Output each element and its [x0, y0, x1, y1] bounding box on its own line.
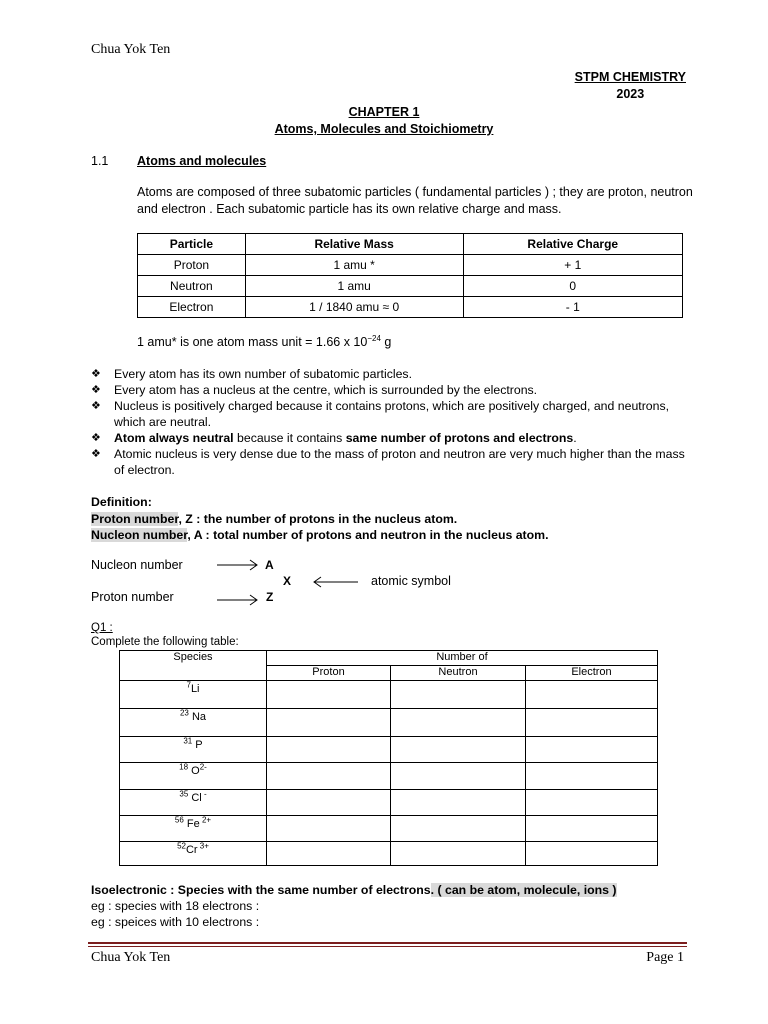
amu-note [137, 335, 391, 349]
mass-number: 7 [186, 680, 191, 690]
nucleon-number-definition [91, 527, 549, 544]
section-number: 1.1 [91, 154, 109, 168]
example-10-electrons: eg : speices with 10 electrons : [91, 915, 260, 929]
mass-number: 23 [179, 708, 189, 718]
bullet-text: Every atom has its own number of subatomic particles. [114, 367, 412, 381]
atomic-symbol-label: atomic symbol [371, 574, 451, 588]
diamond-bullet-icon: ❖ [91, 448, 101, 460]
bullet-text: Nucleus is positively charged because it contains protons, which are positively charged, and neutrons, which are neutral. [114, 399, 670, 429]
proton-answer-cell[interactable] [267, 737, 391, 763]
ion-charge: 2+ [199, 815, 212, 825]
q1-instruction: Complete the following table: [91, 636, 239, 648]
table-header: Particle [138, 234, 246, 255]
mass-number: 31 [183, 736, 193, 746]
neutron-answer-cell[interactable] [391, 842, 526, 866]
species-table [119, 650, 658, 866]
species-cell [120, 681, 267, 709]
proton-number-text: , Z : the number of protons in the nucleus atom. [178, 511, 458, 526]
table-header: Relative Mass [245, 234, 463, 255]
table-row [138, 255, 683, 276]
proton-answer-cell[interactable] [267, 681, 391, 709]
table-cell: - 1 [463, 297, 682, 318]
chapter-label: CHAPTER 1 [348, 105, 420, 119]
diamond-bullet-icon: ❖ [91, 432, 101, 444]
amu-unit: g [380, 335, 392, 349]
neutron-answer-cell[interactable] [391, 816, 526, 842]
species-cell [120, 737, 267, 763]
neutron-answer-cell[interactable] [391, 737, 526, 763]
definition-block [91, 494, 549, 544]
electron-answer-cell[interactable] [526, 842, 658, 866]
element-symbol: P [192, 739, 203, 751]
proton-answer-cell[interactable] [267, 842, 391, 866]
table-cell: Electron [138, 297, 246, 318]
table-row [120, 790, 658, 816]
table-row [120, 842, 658, 866]
proton-answer-cell[interactable] [267, 709, 391, 737]
neutron-answer-cell[interactable] [391, 709, 526, 737]
neutron-answer-cell[interactable] [391, 763, 526, 790]
electron-answer-cell[interactable] [526, 709, 658, 737]
neutron-answer-cell[interactable] [391, 681, 526, 709]
example-18-electrons: eg : species with 18 electrons : [91, 899, 260, 913]
proton-arrow-icon [215, 593, 261, 607]
page-number: Page 1 [646, 950, 684, 965]
section-heading [91, 154, 266, 168]
table-cell: 1 amu [245, 276, 463, 297]
footer-author: Chua Yok Ten [91, 950, 171, 965]
element-symbol: Li [190, 683, 200, 695]
species-header: Species [120, 651, 267, 681]
section-title: Atoms and molecules [137, 154, 267, 168]
table-header-row [120, 651, 658, 666]
electron-answer-cell[interactable] [526, 681, 658, 709]
diamond-bullet-icon: ❖ [91, 384, 101, 396]
table-row [120, 763, 658, 790]
table-row [138, 297, 683, 318]
nucleon-number-label: Nucleon number [91, 558, 183, 572]
electron-answer-cell[interactable] [526, 737, 658, 763]
element-symbol: O [188, 765, 200, 777]
table-cell: 1 / 1840 amu ≈ 0 [245, 297, 463, 318]
species-cell [120, 709, 267, 737]
nucleon-arrow-icon [215, 558, 261, 572]
electron-header: Electron [526, 666, 658, 681]
proton-number-term: Proton number [91, 511, 179, 526]
bullet-list [91, 366, 691, 478]
proton-header: Proton [267, 666, 391, 681]
list-item [91, 398, 691, 430]
element-symbol: Fe [183, 818, 200, 830]
isoelectronic-term: Isoelectronic : Species with the same number of electrons [91, 883, 431, 897]
diamond-bullet-icon: ❖ [91, 400, 101, 412]
bullet-bold-text: Atom always neutral [114, 431, 234, 445]
ion-charge: 2- [199, 762, 207, 772]
proton-number-label: Proton number [91, 590, 174, 604]
neutron-header: Neutron [391, 666, 526, 681]
table-cell: Neutron [138, 276, 246, 297]
ion-charge: 3+ [197, 841, 209, 851]
bullet-text: Every atom has a nucleus at the centre, which is surrounded by the electrons. [114, 383, 538, 397]
table-cell: 1 amu * [245, 255, 463, 276]
q1-label: Q1 : [91, 622, 113, 634]
species-cell [120, 842, 267, 866]
particle-table [137, 233, 683, 318]
mass-number: 35 [179, 789, 189, 799]
bullet-text: . [573, 431, 577, 445]
amu-exponent: −24 [367, 333, 381, 343]
bullet-text: because it contains [233, 431, 346, 445]
definition-title: Definition: [91, 495, 152, 509]
table-row [120, 816, 658, 842]
header-author: Chua Yok Ten [91, 42, 171, 57]
bullet-text: Atomic nucleus is very dense due to the mass of proton and neutron are very much higher than the mass of electron. [114, 447, 685, 477]
table-row [138, 276, 683, 297]
symbol-a: A [265, 558, 274, 572]
nucleon-number-text: , A : total number of protons and neutron in the nucleus atom. [187, 528, 549, 542]
course-block [575, 69, 686, 103]
symbol-x: X [283, 574, 292, 588]
symbol-z: Z [266, 590, 274, 604]
isoelectronic-block [91, 882, 617, 930]
nucleon-number-term: Nucleon number [91, 528, 188, 542]
footer-rule [88, 942, 687, 944]
course-name: STPM CHEMISTRY [574, 70, 686, 84]
table-cell: 0 [463, 276, 682, 297]
chapter-title: Atoms, Molecules and Stoichiometry [274, 122, 494, 136]
electron-answer-cell[interactable] [526, 816, 658, 842]
course-year: 2023 [616, 87, 645, 101]
number-of-header: Number of [267, 651, 658, 666]
list-item [91, 430, 691, 446]
bullet-bold-text: same number of protons and electrons [345, 431, 574, 445]
element-symbol: Cl [188, 792, 202, 804]
table-row [120, 737, 658, 763]
list-item [91, 382, 691, 398]
mass-number: 56 [174, 815, 184, 825]
ion-charge: - [201, 789, 207, 799]
electron-answer-cell[interactable] [526, 790, 658, 816]
chapter-heading [0, 104, 768, 138]
isoelectronic-note: . ( can be atom, molecule, ions ) [430, 883, 617, 897]
species-cell [120, 816, 267, 842]
amu-text: 1 amu* is one atom mass unit = 1.66 x 10 [137, 335, 368, 349]
table-header: Relative Charge [463, 234, 682, 255]
species-cell [120, 763, 267, 790]
diamond-bullet-icon: ❖ [91, 368, 101, 380]
electron-answer-cell[interactable] [526, 763, 658, 790]
neutron-answer-cell[interactable] [391, 790, 526, 816]
proton-number-definition [91, 511, 549, 528]
species-cell [120, 790, 267, 816]
table-row [120, 709, 658, 737]
table-row [120, 681, 658, 709]
element-symbol: Cr [185, 844, 198, 856]
proton-answer-cell[interactable] [267, 790, 391, 816]
table-header-row [138, 234, 683, 255]
question-1 [91, 621, 239, 649]
footer-rule-thin [88, 946, 687, 947]
intro-paragraph: Atoms are composed of three subatomic particles ( fundamental particles ) ; they are proton, neutron and electron . Each subatomic particle has its own relative charge and mass. [137, 185, 693, 216]
element-symbol: Na [188, 711, 207, 723]
table-cell: Proton [138, 255, 246, 276]
symbol-arrow-icon [310, 575, 360, 589]
proton-answer-cell[interactable] [267, 763, 391, 790]
table-cell: + 1 [463, 255, 682, 276]
list-item [91, 366, 691, 382]
mass-number: 18 [179, 762, 189, 772]
list-item [91, 446, 691, 478]
mass-number: 52 [177, 841, 186, 851]
proton-answer-cell[interactable] [267, 816, 391, 842]
isoelectronic-definition [91, 882, 617, 898]
